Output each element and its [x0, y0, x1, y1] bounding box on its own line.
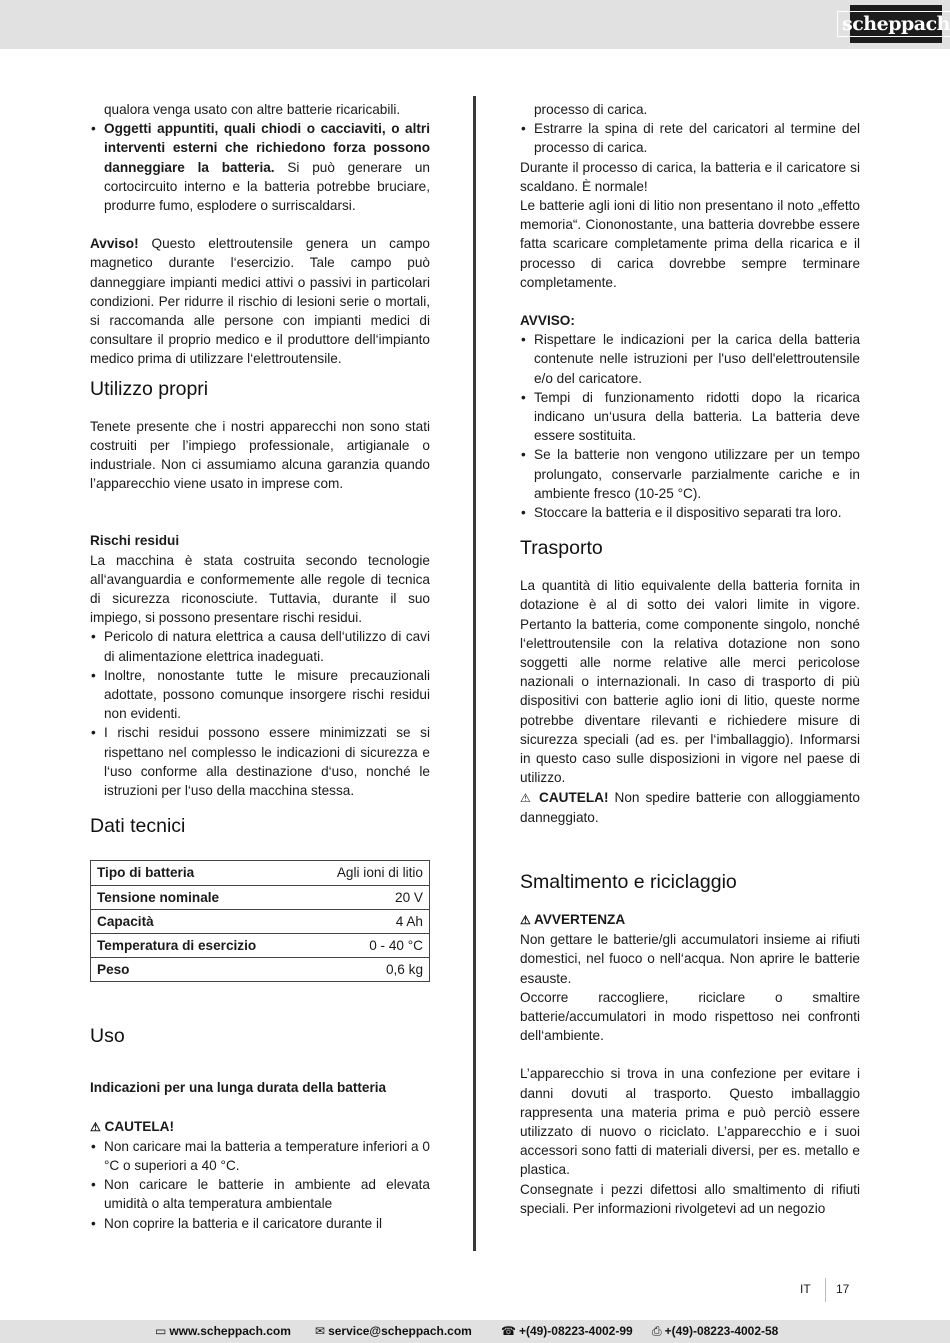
website-link[interactable]: www.scheppach.com	[169, 1324, 291, 1338]
table-row: Tensione nominale 20 V	[91, 885, 430, 909]
continued-paragraph: processo di carica.	[534, 102, 648, 117]
warning-icon: ⚠	[90, 1119, 101, 1134]
list-item: • Non coprire la batteria e il caricatore durante il	[90, 1214, 430, 1233]
rischi-paragraph: La macchina è stata costruita secondo tecnologie all‘avanguardia e conformemente alle regole di tecnica di sicurezza riconosciute. Tuttavia, durante il suo impiego, si possono presentare rischi residui.	[90, 552, 430, 626]
heading-utilizzo: Utilizzo propri	[90, 377, 209, 400]
footer-phone	[501, 1324, 633, 1338]
fax-number: +(49)-08223-4002-58	[664, 1324, 779, 1338]
imballaggio-paragraph: L’apparecchio si trova in una confezione per evitare i danni dovuti al trasporto. Questo imballaggio rappresenta una materia prima e può perciò essere utilizzato di nuovo o riciclato. L’apparecchio e i suoi accessori sono fatti di materiali diversi, per es. metallo e plastica.	[520, 1066, 860, 1178]
heading-rischi: Rischi residui	[90, 533, 180, 549]
list-item: • Estrarre la spina di rete del caricatori al termine del processo di carica.	[520, 119, 860, 157]
memoria-paragraph: Le batterie agli ioni di litio non presentano il noto „effetto memoria“. Ciononostante, una batteria dovrebbe essere fatta scaricare completamente prima della ricarica e il processo di carica dovrebbe sempre terminare completamente.	[520, 198, 860, 290]
footer-fax	[652, 1324, 778, 1339]
footer-email	[315, 1324, 472, 1338]
list-item: • Non caricare mai la batteria a temperature inferiori a 0 °C o superiori a 40 °C.	[90, 1137, 430, 1175]
left-column	[90, 100, 430, 1233]
list-item: • Pericolo di natura elettrica a causa dell‘utilizzo di cavi di alimentazione elettrica inadeguati.	[90, 627, 430, 665]
utilizzo-paragraph: Tenete presente che i nostri apparecchi non sono stati costruiti per l’impiego professionale, artigianale o industriale. Non ci assumiamo alcuna garanzia quando l’apparecchio viene usato in imprese com.	[90, 418, 430, 492]
brand-logo-text: scheppach	[837, 11, 950, 37]
language-code: IT	[800, 1282, 811, 1296]
continued-paragraph: qualora venga usato con altre batterie ricaricabili.	[104, 102, 401, 117]
warning-icon: ⚠	[520, 790, 533, 805]
heading-trasporto: Trasporto	[520, 537, 603, 560]
table-row: Capacità 4 Ah	[91, 909, 430, 933]
phone-number: +(49)-08223-4002-99	[518, 1324, 633, 1338]
list-item: • Stoccare la batteria e il dispositivo separati tra loro.	[520, 503, 860, 522]
consegnate-paragraph: Consegnate i pezzi difettosi allo smaltimento di rifiuti speciali. Per informazioni rivolgetevi ad un negozio	[520, 1181, 860, 1216]
table-row: Temperatura di esercizio 0 - 40 °C	[91, 933, 430, 957]
sharp-objects-list	[90, 119, 430, 215]
footer-bar	[0, 1320, 950, 1343]
avviso-label: AVVISO:	[520, 313, 575, 329]
list-item: • Non caricare le batterie in ambiente ad elevata umidità o alta temperatura ambientale	[90, 1175, 430, 1213]
cautela-paragraph: ⚠ CAUTELA! Non spedire batterie con alloggiamento danneggiato.	[520, 789, 860, 825]
cautela-label: ⚠ CAUTELA!	[90, 1118, 175, 1134]
email-icon: ✉	[315, 1324, 326, 1338]
avvertenza-label: ⚠ AVVERTENZA	[520, 911, 626, 927]
list-item: • I rischi residui possono essere minimizzati se si rispettano nel complesso le indicazioni di sicurezza e l‘uso conforme alla destinazione d‘uso, nonché le istruzioni per l‘uso della macchina stessa.	[90, 723, 430, 800]
list-item: • Se la batterie non vengono utilizzare per un tempo prolungato, conservarle parzialmente cariche e in ambiente fresco (10-25 °C).	[520, 445, 860, 503]
list-item: • Rispettare le indicazioni per la carica della batteria contenute nelle istruzioni per l'uso dell'elettroutensile e/o del caricatore.	[520, 330, 860, 388]
footer-web	[155, 1324, 291, 1338]
trasporto-paragraph: La quantità di litio equivalente della batteria fornita in dotazione è al di sotto dei valori limite in vigore. Pertanto la batteria, come componente singolo, nonché l‘elettroutensile con la relativa dotazione non sono soggetti alle norme relative alle merci pericolose nazionali o internazionali. In caso di trasporto di più dispositivi con batterie aglio ioni di litio, queste norme potrebbe diventare rilevanti e richiedere misure di sicurezza speciali (ad es. per l‘imballaggio). Informarsi in questo caso sulle disposizioni in vigore nel paese di utilizzo.	[520, 578, 860, 786]
heading-uso: Uso	[90, 1025, 125, 1048]
right-column	[520, 100, 860, 1218]
avvertenza-paragraph: Non gettare le batterie/gli accumulatori insieme ai rifiuti domestici, nel fuoco o nell‘acqua. Non aprire le batterie esauste.	[520, 932, 860, 986]
raccogliere-paragraph: Occorre raccogliere, riciclare o smaltire batterie/accumulatori in modo rispettoso nei confronti dell‘ambiente.	[520, 989, 860, 1044]
heading-smaltimento: Smaltimento e riciclaggio	[520, 870, 737, 893]
page-number: 17	[836, 1282, 850, 1296]
phone-icon: ☎	[501, 1324, 516, 1338]
list-item: • Inoltre, nonostante tutte le misure precauzionali adottate, possono comunque insorgere rischi residui non evidenti.	[90, 666, 430, 724]
scaldano-paragraph: Durante il processo di carica, la batteria e il caricatore si scaldano. È normale!	[520, 159, 860, 194]
brand-logo	[842, 5, 950, 43]
column-divider	[473, 96, 476, 1251]
rischi-list	[90, 627, 430, 800]
page-separator	[825, 1278, 826, 1302]
computer-icon: ▭	[155, 1324, 167, 1338]
spec-table	[90, 860, 430, 982]
warning-icon: ⚠	[520, 912, 531, 927]
table-row: Peso 0,6 kg	[91, 958, 430, 982]
list-item: • Oggetti appuntiti, quali chiodi o cacciaviti, o altri interventi esterni che richiedono forza possono danneggiare la batteria. Si può generare un cortocircuito interno e la batteria potrebbe bruciare, produrre fumo, esplodere o surriscaldarsi.	[90, 119, 430, 215]
table-row: Tipo di batteria Agli ioni di litio	[91, 861, 430, 885]
avviso-list	[520, 330, 860, 522]
avviso-paragraph: Avviso! Questo elettroutensile genera un campo magnetico durante l‘esercizio. Tale campo può danneggiare impianti medici attivi o passivi in particolari condizioni. Per ridurre il rischio di lesioni serie o mortali, si raccomanda alle persone con impianti medici di consultare il proprio medico e il produttore dell‘impianto medico prima di utilizzare l‘elettroutensile.	[90, 236, 430, 367]
heading-dati-tecnici: Dati tecnici	[90, 815, 186, 838]
heading-indicazioni: Indicazioni per una lunga durata della batteria	[90, 1080, 387, 1096]
cautela-list	[90, 1137, 430, 1233]
header-bar	[0, 0, 950, 49]
email-link[interactable]: service@scheppach.com	[328, 1324, 472, 1338]
spina-list	[520, 119, 860, 157]
list-item: • Tempi di funzionamento ridotti dopo la ricarica indicano un‘usura della batteria. La batteria deve essere sostituita.	[520, 388, 860, 446]
fax-icon: ⎙	[652, 1324, 662, 1338]
